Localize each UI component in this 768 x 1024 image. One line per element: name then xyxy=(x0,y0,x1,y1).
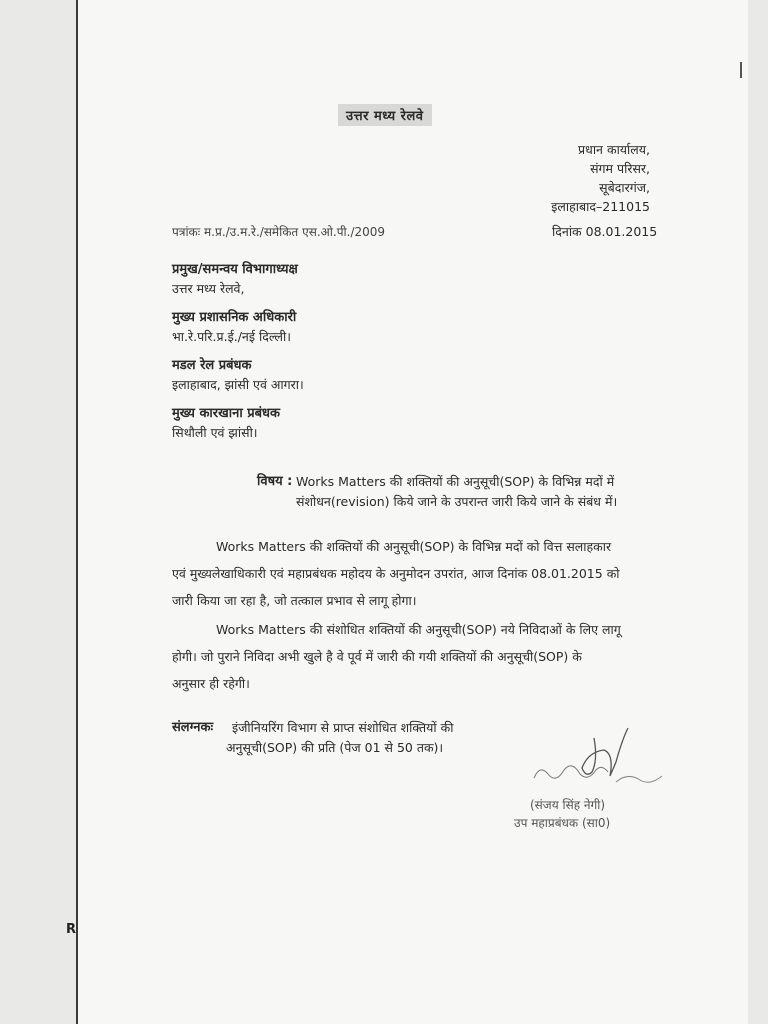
recipient-detail: सिथौली एवं झांसी। xyxy=(172,425,258,440)
letter-date: दिनांक 08.01.2015 xyxy=(552,224,658,239)
office-address xyxy=(520,140,650,216)
body-line: एवं मुख्यलेखाधिकारी एवं महाप्रबंधक महोदय के अनुमोदन उपरांत, आज दिनांक 08.01.2015 को xyxy=(172,566,620,581)
recipient-title: मुख्य प्रशासनिक अधिकारी xyxy=(172,310,297,325)
body-line: जारी किया जा रहा है, जो तत्काल प्रभाव से लागू होगा। xyxy=(172,593,417,608)
recipient-detail: इलाहाबाद, झांसी एवं आगरा। xyxy=(172,377,304,392)
address-line: इलाहाबाद–211015 xyxy=(551,199,650,214)
body-line: अनुसार ही रहेगी। xyxy=(172,676,250,691)
reference-number: पत्रांकः म.प्र./उ.म.रे./समेकित एस.ओ.पी./2009 xyxy=(172,225,386,239)
recipient-detail: उत्तर मध्य रेलवे, xyxy=(172,281,245,296)
address-line: संगम परिसर, xyxy=(590,161,650,176)
subject-line: संशोधन(revision) किये जाने के उपरान्त जारी किये जाने के संबंध में। xyxy=(296,494,618,509)
address-line: सूबेदारगंज, xyxy=(599,180,650,195)
recipient-title: प्रमुख/समन्वय विभागाध्यक्ष xyxy=(172,262,298,277)
letterhead-title: उत्तर मध्य रेलवे xyxy=(338,104,432,126)
address-line: प्रधान कार्यालय, xyxy=(578,142,650,157)
scan-edge-letter: R xyxy=(66,922,77,937)
handwritten-signature xyxy=(516,720,686,800)
subject-line: Works Matters की शक्तियों की अनुसूची(SOP) के विभिन्न मदों में xyxy=(296,474,615,489)
body-line: होगी। जो पुराने निविदा अभी खुले है वे पूर्व में जारी की गयी शक्तियों की अनुसूची(SOP) के xyxy=(172,649,582,664)
body-line: Works Matters की शक्तियों की अनुसूची(SOP) के विभिन्न मदों को वित्त सलाहकार xyxy=(216,539,612,554)
recipient-detail: भा.रे.परि.प्र.ई./नई दिल्ली। xyxy=(172,329,291,344)
enclosure-label: संलग्नकः xyxy=(172,720,214,735)
subject-label: विषय : xyxy=(257,474,293,489)
recipient-title: मडल रेल प्रबंधक xyxy=(172,358,252,373)
signatory-designation: उप महाप्रबंधक (सा0) xyxy=(514,816,611,830)
enclosure-line: अनुसूची(SOP) की प्रति (पेज 01 से 50 तक)। xyxy=(226,740,444,755)
body-line: Works Matters की संशोधित शक्तियों की अनुसूची(SOP) नये निविदाओं के लिए लागू xyxy=(216,622,621,637)
scan-edge-mark xyxy=(740,62,742,78)
enclosure-line: इंजीनियरिंग विभाग से प्राप्त संशोधित शक्तियों की xyxy=(232,720,454,735)
signatory-name: (संजय सिंह नेगी) xyxy=(530,798,606,812)
recipient-title: मुख्य कारखाना प्रबंधक xyxy=(172,406,281,421)
